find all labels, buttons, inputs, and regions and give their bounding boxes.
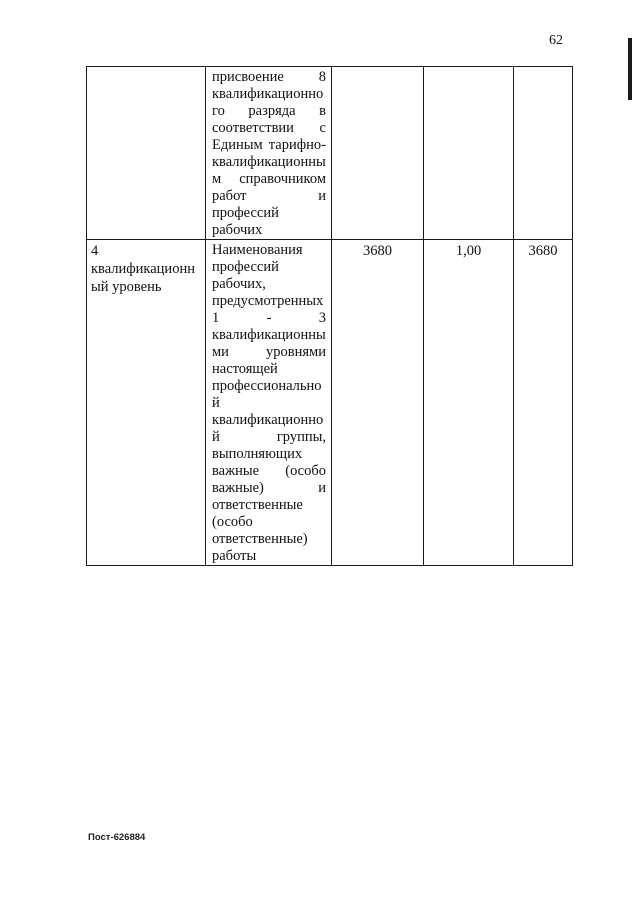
base-salary-cell [332,240,424,566]
salary-value: 3680 [528,243,558,259]
salary-cell [514,240,573,566]
table-row [87,240,573,566]
table-row [87,67,573,240]
document-footer-code: Пост-626884 [88,832,146,843]
description-line: выполняющих [212,446,303,462]
level-line: 4 [91,243,99,259]
description-line: ми уровнями [212,344,326,360]
description-line: работы [212,548,257,564]
description-line: ответственные) [212,531,308,547]
description-line: квалификационны [212,154,326,170]
description-line: й [212,395,220,411]
description-line: профессионально [212,378,322,394]
description-line: 1 - 3 [212,310,326,326]
description-line: квалификационно [212,86,324,102]
base-salary-value: 3680 [363,243,392,259]
description-line: профессий [212,259,279,275]
description-line: предусмотренных [212,293,324,309]
description-line: го разряда в [212,103,326,119]
salary-table [86,66,573,566]
description-cell [206,240,332,566]
scan-edge-mark [628,38,632,100]
level-line: квалификационн [91,261,195,277]
description-line: квалификационны [212,327,326,343]
description-line: квалификационно [212,412,324,428]
coefficient-cell [424,240,514,566]
description-line: профессий [212,205,279,221]
description-line: (особо [212,514,253,530]
level-cell [87,67,206,240]
description-line: соответствии с [212,120,326,136]
level-cell [87,240,206,566]
description-line: настоящей [212,361,278,377]
description-line: Единым тарифно- [212,137,326,153]
description-line: м справочником [212,171,326,187]
page-number: 62 [549,33,563,48]
description-line: рабочих [212,222,263,238]
coefficient-cell [424,67,514,240]
description-line: й группы, [212,429,326,445]
description-line: рабочих, [212,276,266,292]
description-line: важные (особо [212,463,326,479]
description-line: присвоение 8 [212,69,326,85]
description-line: Наименования [212,242,303,258]
description-line: важные) и [212,480,326,496]
base-salary-cell [332,67,424,240]
salary-cell [514,67,573,240]
level-line: ый уровень [91,279,162,295]
description-cell [206,67,332,240]
coefficient-value: 1,00 [455,243,482,259]
description-line: работ и [212,188,326,204]
description-line: ответственные [212,497,303,513]
